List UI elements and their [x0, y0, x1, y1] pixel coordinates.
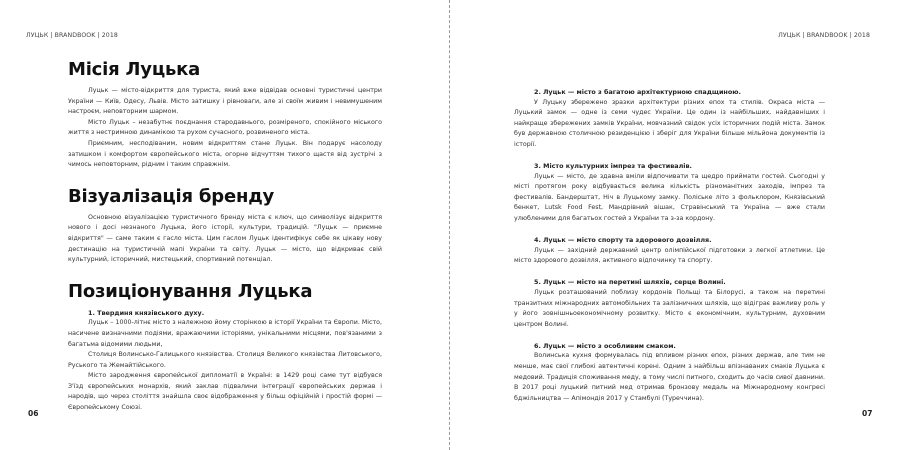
item-paragraph: Луцьк розташований поблизу кордонів Польщі та Білорусі, а також на перетині транзитних міжнародних автомобільних та залізничних шляхів, що відіграє важливу роль у у його зовнішньоекономічному розвитку. Місто є економічним, культурним, духовним центром Волині. [514, 289, 825, 328]
positioning-item-6 [514, 341, 825, 405]
positioning-item-3 [514, 161, 825, 225]
mission-paragraph: Приємним, несподіваним, новим відкриттям стане Луцьк. Він подарує насолоду затишком і комфортом європейського міста, огорне відчуттям тихого щастя від зустрічі з чимось неповторним, рідним і таким справжнім. [68, 139, 382, 169]
page-number-left: 06 [28, 409, 39, 418]
item-subheading: 4. Луцьк — місто спорту та здорового дозвілля. [534, 236, 712, 245]
positioning-subheading: 1. Твердиня князівського духу. [88, 308, 205, 317]
mission-section [68, 58, 382, 171]
item-subheading: 6. Луцьк — місто з особливим смаком. [534, 341, 676, 350]
visualization-heading: Візуалізація бренду [68, 185, 275, 207]
positioning-heading: Позиціонування Луцька [68, 280, 313, 302]
positioning-item-2 [514, 87, 825, 151]
positioning-item-4 [514, 235, 825, 267]
right-page [450, 0, 900, 450]
visualization-paragraph: Основною візуалізацією туристичного бренду міста є ключ, що символізує відкриття нового і досі незнаного Луцька, його історії, культури, традицій. "Луцьк — приємне відкриття" — саме таким є гасло міста. Цим гаслом Луцьк ідентифікує себе як цікаву нову дестинацію на туристичній мапі України та світу. Луцьк — місто, що відкриває свій культурний, історичний, мистецький, спортивний потенціал. [68, 213, 382, 264]
item-subheading: 2. Луцьк — місто з багатою архітектурною спадщиною. [534, 88, 741, 96]
mission-paragraph: Луцьк — місто-відкриття для туриста, який вже відвідав основні туристичні центри України — Київ, Одесу, Львів. Місто затишку і рівноваги, але зі своїм живим і невимушеним настроєм, неповторним шармом. [68, 87, 382, 116]
visualization-section [68, 185, 382, 266]
item-subheading: 3. Місто культурних імпрез та фестивалів. [534, 162, 692, 171]
running-header-right: ЛУЦЬК | BRANDBOOK | 2018 [778, 32, 870, 39]
item-paragraph: У Луцьку збережено зразки архітектури різних епох та стилів. Окраса міста — Луцький замок — одне із семи чудес України. Це один із найбільших, найдавніших і найкраще збережених замків України, мовчазний свідок усіх історичних подій міста. Замок був державною столичною резиденцією і зберіг для України більше мільйона документів із історії. [514, 98, 825, 148]
positioning-item-5 [514, 277, 825, 330]
positioning-paragraph: Луцьк – 1000-літнє місто з належною йому сторінкою в історії України та Європи. Місто, насичене визначними подіями, вражаючими історіями, унікальними місцями, пов'язаними з багатьма відомими людьми, [68, 319, 382, 348]
page-number-right: 07 [862, 409, 873, 418]
mission-paragraph: Місто Луцьк – незабутнє поєднання стародавнього, розміреного, спокійного міського життя з нестримною динамікою та рухом сучасного, розвиненого міста. [68, 118, 382, 137]
right-page-content [514, 87, 825, 404]
positioning-section [68, 280, 382, 414]
running-header-left: ЛУЦЬК | BRANDBOOK | 2018 [26, 32, 118, 39]
item-paragraph: Волинська кухня формувалась під впливом різних епох, різних держав, але тим не менше, має свої глибокі автентичні корені. Одним з найбільш впізнаваних смаків Луцька є медовий. Традиція споживання меду, в тому числі питного, сходить до часів сивої давнини. В 2017 році луцький питний мед отримав бронзову медаль на Міжнародному конгресі бджільництва — Апімондія 2017 у Стамбулі (Туреччина). [514, 352, 825, 402]
mission-heading: Місія Луцька [68, 59, 201, 80]
item-paragraph: Луцьк — місто, де здавна вміли відпочивати та щедро приймати гостей. Сьогодні у місті протягом року відбувається велика кількість різноманітних заходів, імпрез та фестивалів. Бандерштат, Ніч в Луцькому замку. Поліське літо з фольклором, Князівський бенкет, Lutsk Food Fest, Мандрівний вішак, Стравінський та Україна — вже стали улюбленими для багатьох гостей з України та з-за кордону. [514, 172, 825, 223]
item-paragraph: Луцьк — західний державний центр олімпійської підготовки з легкої атлетики. Це місто здорового дозвілля, активного відпочинку та спорту. [514, 246, 825, 265]
positioning-paragraph: Столиця Волинсько-Галицького князівства. Столиця Великого князівства Литовського, Руського та Жемайтійського. [68, 351, 382, 369]
left-page-content [68, 58, 382, 414]
positioning-paragraph: Місто зародження європейської дипломатії в Україні: в 1429 році саме тут відбувся З'їзд європейських монархів, який заклав підвалини інтеграції європейських держав і народів, що через століття знайшла своє відображення у більш офіційній і простій формі — Європейському Союзі. [68, 372, 382, 412]
item-subheading: 5. Луцьк — місто на перетині шляхів, серце Волині. [534, 278, 726, 287]
